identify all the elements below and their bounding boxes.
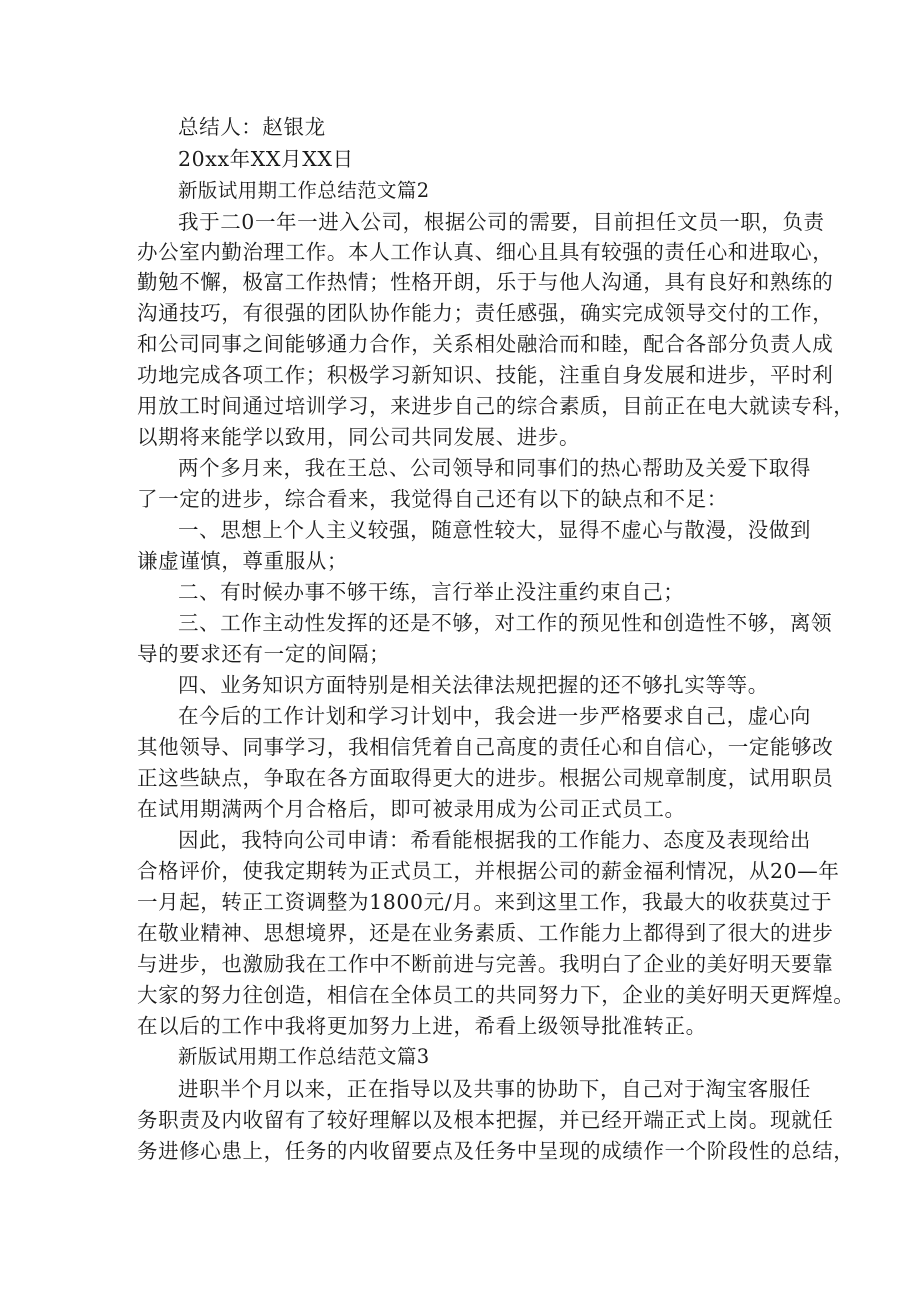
author-line: 总结人：赵银龙: [178, 115, 326, 139]
paragraph-line: 沟通技巧，有很强的团队协作能力；责任感强，确实完成领导交付的工作，: [137, 301, 834, 325]
paragraph-line: 正这些缺点，争取在各方面取得更大的进步。根据公司规章制度，试用职员: [137, 766, 834, 790]
paragraph-line: 务职责及内收留有了较好理解以及根本把握，并已经开端正式上岗。现就任: [137, 1108, 834, 1132]
paragraph-line: 用放工时间通过培训学习，来进步自己的综合素质，目前正在电大就读专科，: [137, 394, 855, 418]
paragraph-line: 因此，我特向公司申请：希看能根据我的工作能力、态度及表现给出: [178, 828, 811, 852]
list-item-2: 二、有时候办事不够干练，言行举止没注重约束自己；: [178, 580, 685, 604]
date-line: 20xx年XX月XX日: [178, 147, 354, 171]
paragraph-line: 在试用期满两个月合格后，即可被录用成为公司正式员工。: [137, 797, 686, 821]
paragraph-line: 以期将来能学以致用，同公司共同发展、进步。: [137, 425, 581, 449]
list-item-3-cont: 导的要求还有一定的间隔；: [137, 642, 391, 666]
paragraph-line: 在以后的工作中我将更加努力上进，希看上级领导批准转正。: [137, 1014, 707, 1038]
list-item-4: 四、业务知识方面特别是相关法律法规把握的还不够扎实等等。: [178, 673, 769, 697]
paragraph-line: 进职半个月以来，正在指导以及共事的协助下，自己对于淘宝客服任: [178, 1077, 811, 1101]
paragraph-line: 一月起，转正工资调整为1800元/月。来到这里工作，我最大的收获莫过于: [137, 890, 833, 914]
paragraph-line: 两个多月来，我在王总、公司领导和同事们的热心帮助及关爱下取得: [178, 456, 811, 480]
paragraph-line: 其他领导、同事学习，我相信凭着自己高度的责任心和自信心，一定能够改: [137, 735, 834, 759]
section-heading-2: 新版试用期工作总结范文篇2: [178, 179, 430, 202]
paragraph-line: 功地完成各项工作；积极学习新知识、技能，注重自身发展和进步，平时利: [137, 363, 834, 387]
paragraph-line: 务进修心患上，任务的内收留要点及任务中呈现的成绩作一个阶段性的总结，: [137, 1139, 855, 1163]
paragraph-line: 在今后的工作计划和学习计划中，我会进一步严格要求自己，虚心向: [178, 704, 811, 728]
paragraph-line: 办公室内勤治理工作。本人工作认真、细心且具有较强的责任心和进取心，: [137, 240, 834, 264]
paragraph-line: 勤勉不懈，极富工作热情；性格开朗，乐于与他人沟通，具有良好和熟练的: [137, 270, 834, 294]
paragraph-line: 与进步，也激励我在工作中不断前进与完善。我明白了企业的美好明天要靠: [137, 952, 834, 976]
paragraph-line: 在敬业精神、思想境界，还是在业务素质、工作能力上都得到了很大的进步: [137, 921, 834, 945]
paragraph-line: 了一定的进步，综合看来，我觉得自己还有以下的缺点和不足：: [137, 487, 728, 511]
paragraph-line: 我于二0一年一进入公司，根据公司的需要，目前担任文员一职，负责: [178, 210, 825, 234]
paragraph-line: 和公司同事之间能够通力合作，关系相处融洽而和睦，配合各部分负责人成: [137, 332, 834, 356]
list-item-3: 三、工作主动性发挥的还是不够，对工作的预见性和创造性不够，离领: [178, 611, 833, 635]
paragraph-line: 大家的努力往创造，相信在全体员工的共同努力下，企业的美好明天更辉煌。: [137, 983, 855, 1007]
list-item-1-cont: 谦虚谨慎，尊重服从；: [137, 549, 348, 573]
section-heading-3: 新版试用期工作总结范文篇3: [178, 1045, 430, 1068]
list-item-1: 一、思想上个人主义较强，随意性较大，显得不虚心与散漫，没做到: [178, 518, 811, 542]
paragraph-line: 合格评价，使我定期转为正式员工，并根据公司的薪金福利情况，从20—年: [137, 859, 840, 883]
